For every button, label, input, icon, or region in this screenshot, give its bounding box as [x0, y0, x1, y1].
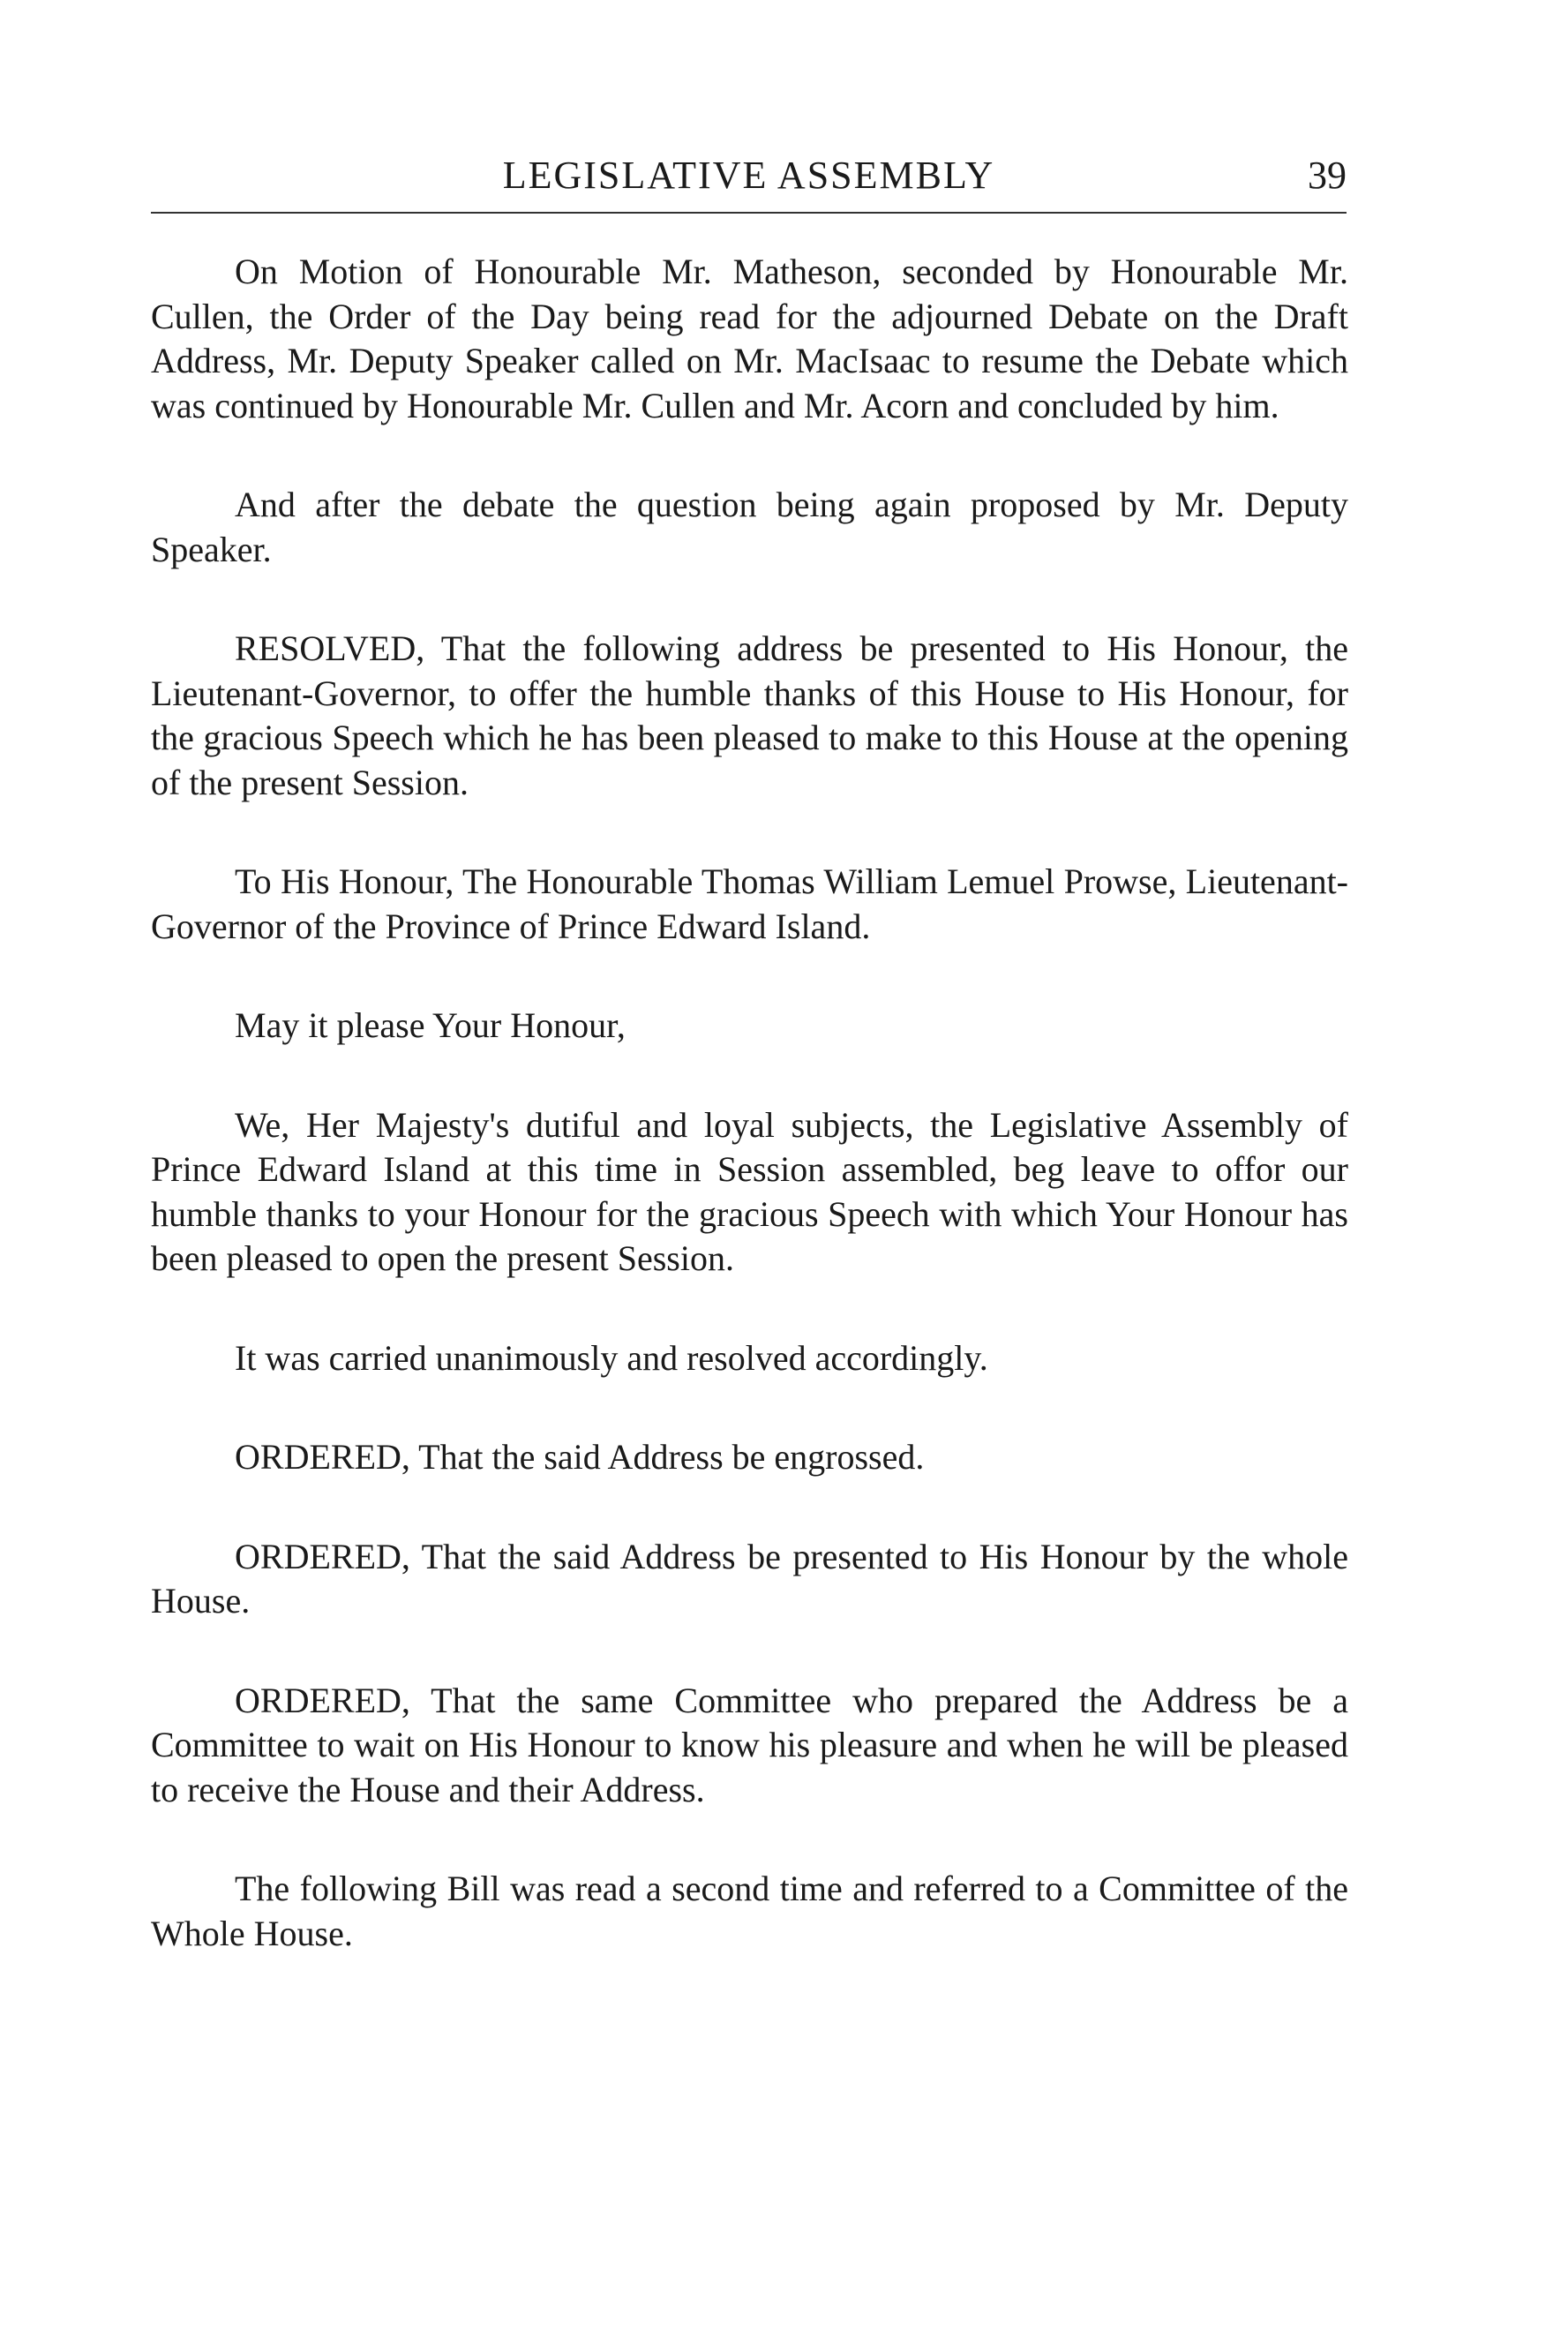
- paragraph-resolved: RESOLVED, That the following address be presented to His Honour, the Lieutenant-Governor, to offer the humble thanks of this House to His Honour, for the gracious Speech which he has been pleased to make to this House at the opening of the present Session.: [151, 628, 1348, 802]
- body-text: [151, 250, 1348, 1956]
- paragraph-address-body: We, Her Majesty's dutiful and loyal subjects, the Legislative Assembly of Prince Edward Island at this time in Session assembled, beg leave to offor our humble thanks to your Honour for the gracious Speech with which Your Honour has been pleased to open the present Session.: [151, 1104, 1348, 1278]
- paragraph-salutation: May it please Your Honour,: [235, 1005, 626, 1045]
- paragraph-carried: It was carried unanimously and resolved accordingly.: [235, 1337, 988, 1378]
- running-title: LEGISLATIVE ASSEMBLY: [502, 154, 995, 197]
- paragraph-ordered-presented: ORDERED, That the said Address be presented to His Honour by the whole House.: [151, 1536, 1348, 1621]
- paragraph-motion: On Motion of Honourable Mr. Matheson, seconded by Honourable Mr. Cullen, the Order of the Day being read for the adjourned Debate on the Draft Address, Mr. Deputy Speaker called on Mr. MacIsaac to resume the Debate which was continued by Honourable Mr. Cullen and Mr. Acorn and concluded by him.: [151, 252, 1348, 425]
- paragraph-address-recipient: To His Honour, The Honourable Thomas William Lemuel Prowse, Lieutenant-Governor of the Province of Prince Edward Island.: [151, 861, 1348, 946]
- paragraph-bill-second-reading: The following Bill was read a second time and referred to a Committee of the Whole House.: [151, 1869, 1348, 1953]
- paragraph-ordered-committee: ORDERED, That the same Committee who prepared the Address be a Committee to wait on His Honour to know his pleasure and when he will be pleased to receive the House and their Address.: [151, 1680, 1348, 1809]
- header-rule: [151, 212, 1347, 214]
- paragraph-question-proposed: And after the debate the question being again proposed by Mr. Deputy Speaker.: [151, 485, 1348, 569]
- page-header: [151, 148, 1347, 203]
- page-number: 39: [1308, 154, 1347, 197]
- paragraph-ordered-engrossed: ORDERED, That the said Address be engrossed.: [235, 1437, 925, 1477]
